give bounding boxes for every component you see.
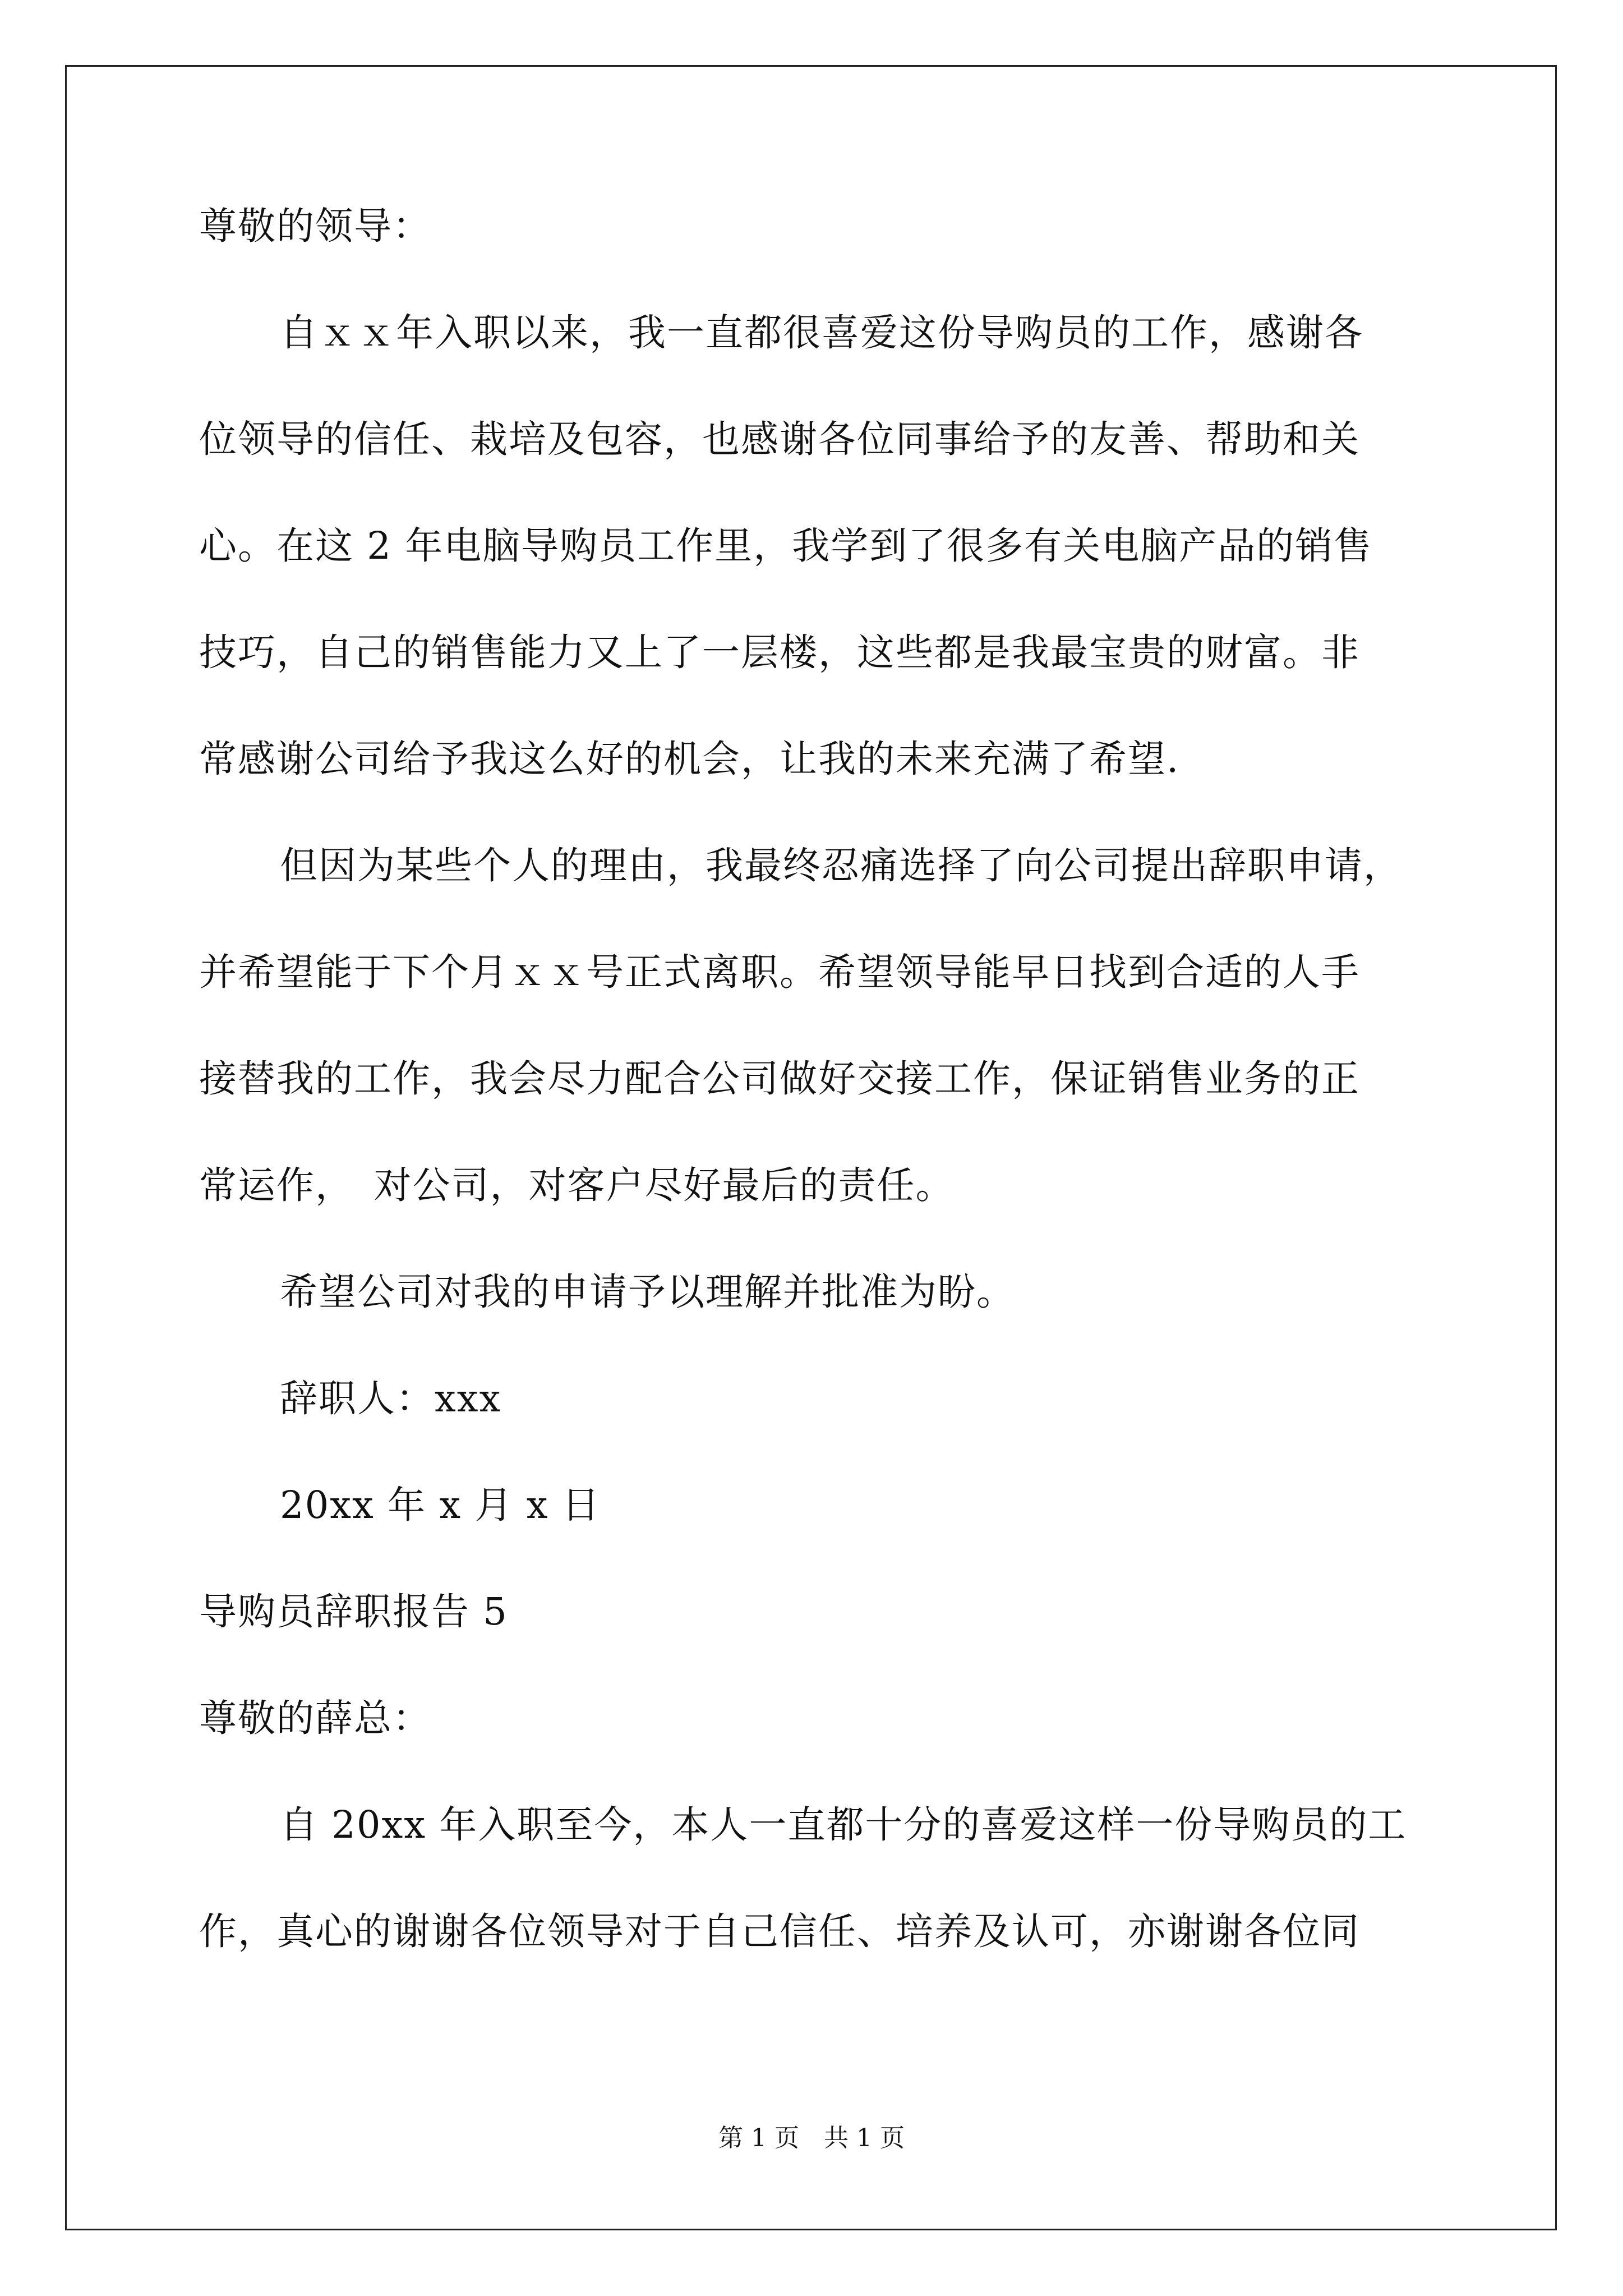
paragraph-line: 位领导的信任、栽培及包容，也感谢各位同事给予的友善、帮助和关 bbox=[199, 417, 1360, 461]
paragraph-line: 自 20xx 年入职至今，本人一直都十分的喜爱这样一份导购员的工 bbox=[280, 1803, 1407, 1847]
salutation: 尊敬的领导： bbox=[199, 204, 431, 248]
paragraph-line: 自ｘｘ年入职以来，我一直都很喜爱这份导购员的工作，感谢各 bbox=[280, 311, 1363, 355]
paragraph-line: 常运作， 对公司，对客户尽好最后的责任。 bbox=[199, 1163, 955, 1207]
paragraph-line: 并希望能于下个月ｘｘ号正式离职。希望领导能早日找到合适的人手 bbox=[199, 950, 1360, 994]
signature-line: 辞职人：xxx bbox=[280, 1377, 502, 1420]
paragraph-line: 接替我的工作，我会尽力配合公司做好交接工作，保证销售业务的正 bbox=[199, 1057, 1360, 1101]
paragraph-line: 作，真心的谢谢各位领导对于自己信任、培养及认可，亦谢谢各位同 bbox=[199, 1910, 1360, 1953]
salutation: 尊敬的薛总： bbox=[199, 1696, 431, 1740]
page-number: 第 1 页 共 1 页 bbox=[718, 2124, 905, 2152]
date-line: 20xx 年 x 月 x 日 bbox=[280, 1483, 601, 1527]
paragraph-line: 心。在这 2 年电脑导购员工作里，我学到了很多有关电脑产品的销售 bbox=[199, 524, 1373, 568]
paragraph-line: 常感谢公司给予我这么好的机会，让我的未来充满了希望. bbox=[199, 737, 1180, 781]
paragraph-line: 但因为某些个人的理由，我最终忍痛选择了向公司提出辞职申请， bbox=[280, 844, 1402, 887]
document-body bbox=[199, 204, 1427, 2019]
paragraph-line: 技巧，自己的销售能力又上了一层楼，这些都是我最宝贵的财富。非 bbox=[199, 631, 1360, 674]
closing-line: 希望公司对我的申请予以理解并批准为盼。 bbox=[280, 1270, 1015, 1314]
section-heading: 导购员辞职报告 5 bbox=[199, 1590, 508, 1634]
